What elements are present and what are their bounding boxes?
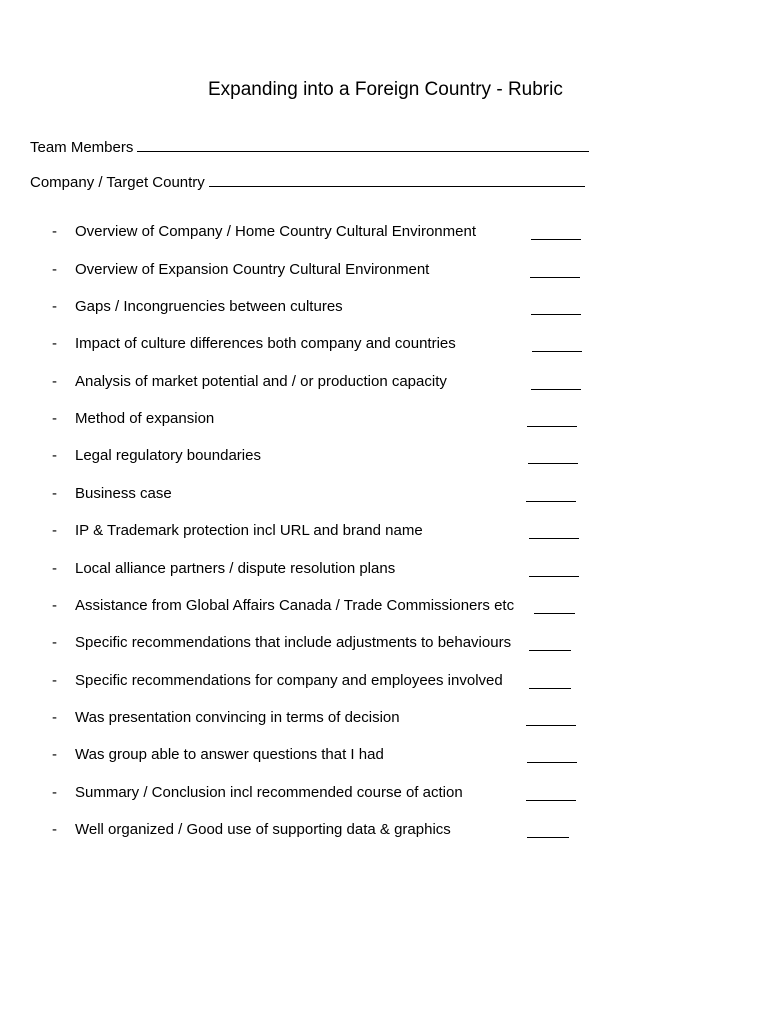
score-blank[interactable] bbox=[531, 389, 581, 390]
score-blank[interactable] bbox=[531, 314, 581, 315]
bullet-dash: - bbox=[52, 709, 57, 726]
score-blank[interactable] bbox=[531, 239, 581, 240]
rubric-item bbox=[0, 485, 768, 505]
company-target-blank[interactable] bbox=[209, 172, 585, 187]
score-blank[interactable] bbox=[532, 351, 582, 352]
team-members-label: Team Members bbox=[30, 139, 134, 156]
rubric-item-label: Specific recommendations for company and employees involved bbox=[75, 672, 503, 689]
bullet-dash: - bbox=[52, 447, 57, 464]
rubric-item bbox=[0, 784, 768, 804]
score-blank[interactable] bbox=[529, 688, 571, 689]
rubric-item-label: Legal regulatory boundaries bbox=[75, 447, 261, 464]
rubric-item bbox=[0, 298, 768, 318]
rubric-item-label: Local alliance partners / dispute resolution plans bbox=[75, 560, 396, 577]
company-target-field[interactable] bbox=[30, 172, 585, 192]
score-blank[interactable] bbox=[527, 837, 569, 838]
bullet-dash: - bbox=[52, 485, 57, 502]
bullet-dash: - bbox=[52, 560, 57, 577]
score-blank[interactable] bbox=[529, 538, 579, 539]
rubric-item-label: Analysis of market potential and / or production capacity bbox=[75, 373, 447, 390]
bullet-dash: - bbox=[52, 597, 57, 614]
rubric-item bbox=[0, 223, 768, 243]
rubric-item bbox=[0, 709, 768, 729]
bullet-dash: - bbox=[52, 634, 57, 651]
rubric-item-label: Gaps / Incongruencies between cultures bbox=[75, 298, 343, 315]
rubric-item bbox=[0, 560, 768, 580]
score-blank[interactable] bbox=[527, 762, 577, 763]
bullet-dash: - bbox=[52, 373, 57, 390]
rubric-item bbox=[0, 634, 768, 654]
page-title: Expanding into a Foreign Country - Rubric bbox=[208, 79, 563, 100]
score-blank[interactable] bbox=[526, 800, 576, 801]
rubric-item-label: Business case bbox=[75, 485, 172, 502]
rubric-item-label: IP & Trademark protection incl URL and brand name bbox=[75, 522, 423, 539]
bullet-dash: - bbox=[52, 522, 57, 539]
score-blank[interactable] bbox=[526, 501, 576, 502]
rubric-item bbox=[0, 597, 768, 617]
score-blank[interactable] bbox=[529, 650, 571, 651]
rubric-item-label: Was presentation convincing in terms of decision bbox=[75, 709, 400, 726]
team-members-blank[interactable] bbox=[137, 137, 589, 152]
rubric-item bbox=[0, 672, 768, 692]
score-blank[interactable] bbox=[530, 277, 580, 278]
bullet-dash: - bbox=[52, 410, 57, 427]
score-blank[interactable] bbox=[534, 613, 575, 614]
bullet-dash: - bbox=[52, 746, 57, 763]
rubric-item-label: Impact of culture differences both company and countries bbox=[75, 335, 456, 352]
score-blank[interactable] bbox=[527, 426, 577, 427]
rubric-item-label: Assistance from Global Affairs Canada / Trade Commissioners etc bbox=[75, 597, 515, 614]
rubric-item bbox=[0, 821, 768, 841]
rubric-item-label: Was group able to answer questions that I had bbox=[75, 746, 384, 763]
rubric-item-label: Well organized / Good use of supporting data & graphics bbox=[75, 821, 451, 838]
rubric-item bbox=[0, 410, 768, 430]
company-target-label: Company / Target Country bbox=[30, 174, 205, 191]
score-blank[interactable] bbox=[529, 576, 579, 577]
score-blank[interactable] bbox=[526, 725, 576, 726]
bullet-dash: - bbox=[52, 672, 57, 689]
bullet-dash: - bbox=[52, 335, 57, 352]
bullet-dash: - bbox=[52, 223, 57, 240]
rubric-item bbox=[0, 335, 768, 355]
rubric-item bbox=[0, 447, 768, 467]
bullet-dash: - bbox=[52, 298, 57, 315]
bullet-dash: - bbox=[52, 261, 57, 278]
rubric-item-label: Summary / Conclusion incl recommended course of action bbox=[75, 784, 463, 801]
rubric-item bbox=[0, 261, 768, 281]
bullet-dash: - bbox=[52, 784, 57, 801]
rubric-item bbox=[0, 522, 768, 542]
team-members-field[interactable] bbox=[30, 137, 589, 157]
rubric-item bbox=[0, 746, 768, 766]
rubric-item-label: Overview of Company / Home Country Cultural Environment bbox=[75, 223, 476, 240]
bullet-dash: - bbox=[52, 821, 57, 838]
score-blank[interactable] bbox=[528, 463, 578, 464]
rubric-item-label: Method of expansion bbox=[75, 410, 215, 427]
rubric-item bbox=[0, 373, 768, 393]
rubric-item-label: Specific recommendations that include adjustments to behaviours bbox=[75, 634, 512, 651]
rubric-item-label: Overview of Expansion Country Cultural Environment bbox=[75, 261, 430, 278]
